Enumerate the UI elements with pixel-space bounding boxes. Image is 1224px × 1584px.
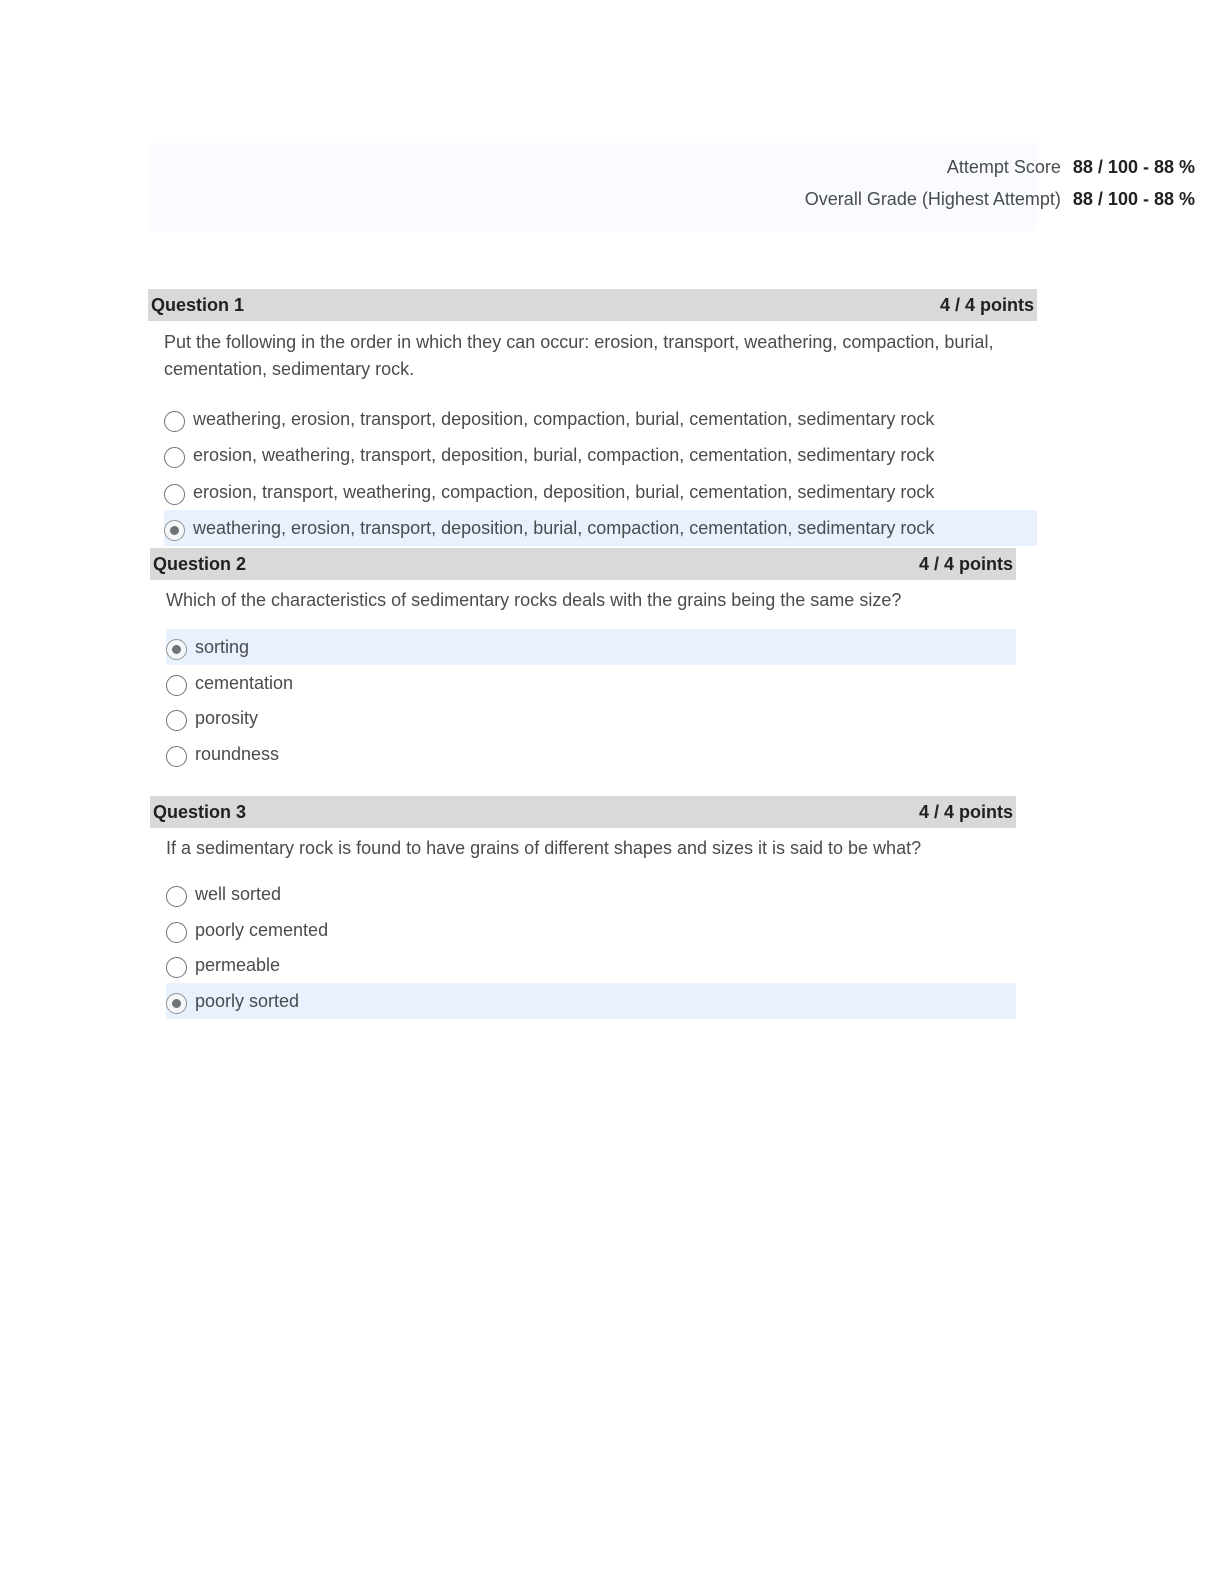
attempt-score-label: Attempt Score — [946, 156, 1061, 177]
option-label: well sorted — [195, 883, 282, 904]
radio-button-selected-icon[interactable] — [166, 639, 187, 660]
question-3-option-2[interactable] — [166, 912, 1016, 948]
question-1-prompt: Put the following in the order in which they can occur: erosion, transport, weathering, compaction, burial, cementation, sedimentary rock. — [164, 332, 994, 379]
option-label: poorly sorted — [195, 990, 300, 1011]
question-points: 4 / 4 points — [939, 294, 1034, 315]
overall-grade-row — [805, 187, 1195, 211]
option-label: sorting — [195, 636, 250, 657]
question-2-prompt: Which of the characteristics of sedimentary rocks deals with the grains being the same size? — [166, 590, 902, 610]
radio-button-icon[interactable] — [166, 675, 187, 696]
attempt-score-row — [947, 155, 1195, 179]
question-3-option-1[interactable] — [166, 876, 1016, 912]
option-label: roundness — [195, 743, 280, 764]
option-label: cementation — [195, 672, 294, 693]
radio-button-icon[interactable] — [166, 957, 187, 978]
question-title: Question 1 — [151, 294, 245, 315]
attempt-score-value: 88 / 100 - 88 % — [1072, 156, 1195, 177]
radio-button-icon[interactable] — [164, 484, 185, 505]
option-label: permeable — [195, 954, 281, 975]
option-label: weathering, erosion, transport, deposition, burial, compaction, cementation, sedimentary rock — [193, 517, 935, 538]
option-label: porosity — [195, 707, 259, 728]
option-label: erosion, transport, weathering, compaction, deposition, burial, cementation, sedimentary rock — [193, 481, 935, 502]
question-1-option-1[interactable] — [164, 401, 1037, 437]
overall-grade-value: 88 / 100 - 88 % — [1072, 188, 1195, 209]
radio-button-icon[interactable] — [166, 710, 187, 731]
question-1-option-3[interactable] — [164, 474, 1037, 510]
question-title: Question 2 — [153, 553, 247, 574]
question-3-option-4[interactable] — [166, 983, 1016, 1019]
question-2-option-1[interactable] — [166, 629, 1016, 665]
question-2-header — [150, 548, 1016, 580]
question-1-option-2[interactable] — [164, 437, 1037, 473]
option-label: poorly cemented — [195, 919, 329, 940]
radio-button-icon[interactable] — [166, 746, 187, 767]
radio-button-selected-icon[interactable] — [164, 520, 185, 541]
radio-button-icon[interactable] — [164, 411, 185, 432]
question-3-header — [150, 796, 1016, 828]
option-label: weathering, erosion, transport, deposition, compaction, burial, cementation, sedimentary rock — [193, 408, 935, 429]
question-3-prompt: If a sedimentary rock is found to have grains of different shapes and sizes it is said to be what? — [166, 838, 922, 858]
question-2-option-3[interactable] — [166, 700, 1016, 736]
question-points: 4 / 4 points — [918, 553, 1013, 574]
radio-button-selected-icon[interactable] — [166, 993, 187, 1014]
radio-button-icon[interactable] — [166, 886, 187, 907]
question-2-option-4[interactable] — [166, 736, 1016, 772]
question-1-header — [148, 289, 1037, 321]
question-3-option-3[interactable] — [166, 947, 1016, 983]
radio-button-icon[interactable] — [166, 922, 187, 943]
question-2-option-2[interactable] — [166, 665, 1016, 701]
option-label: erosion, weathering, transport, deposition, burial, compaction, cementation, sedimentary rock — [193, 444, 935, 465]
overall-grade-label: Overall Grade (Highest Attempt) — [804, 188, 1061, 209]
radio-button-icon[interactable] — [164, 447, 185, 468]
question-1-option-4[interactable] — [164, 510, 1037, 546]
question-title: Question 3 — [153, 801, 247, 822]
question-points: 4 / 4 points — [918, 801, 1013, 822]
